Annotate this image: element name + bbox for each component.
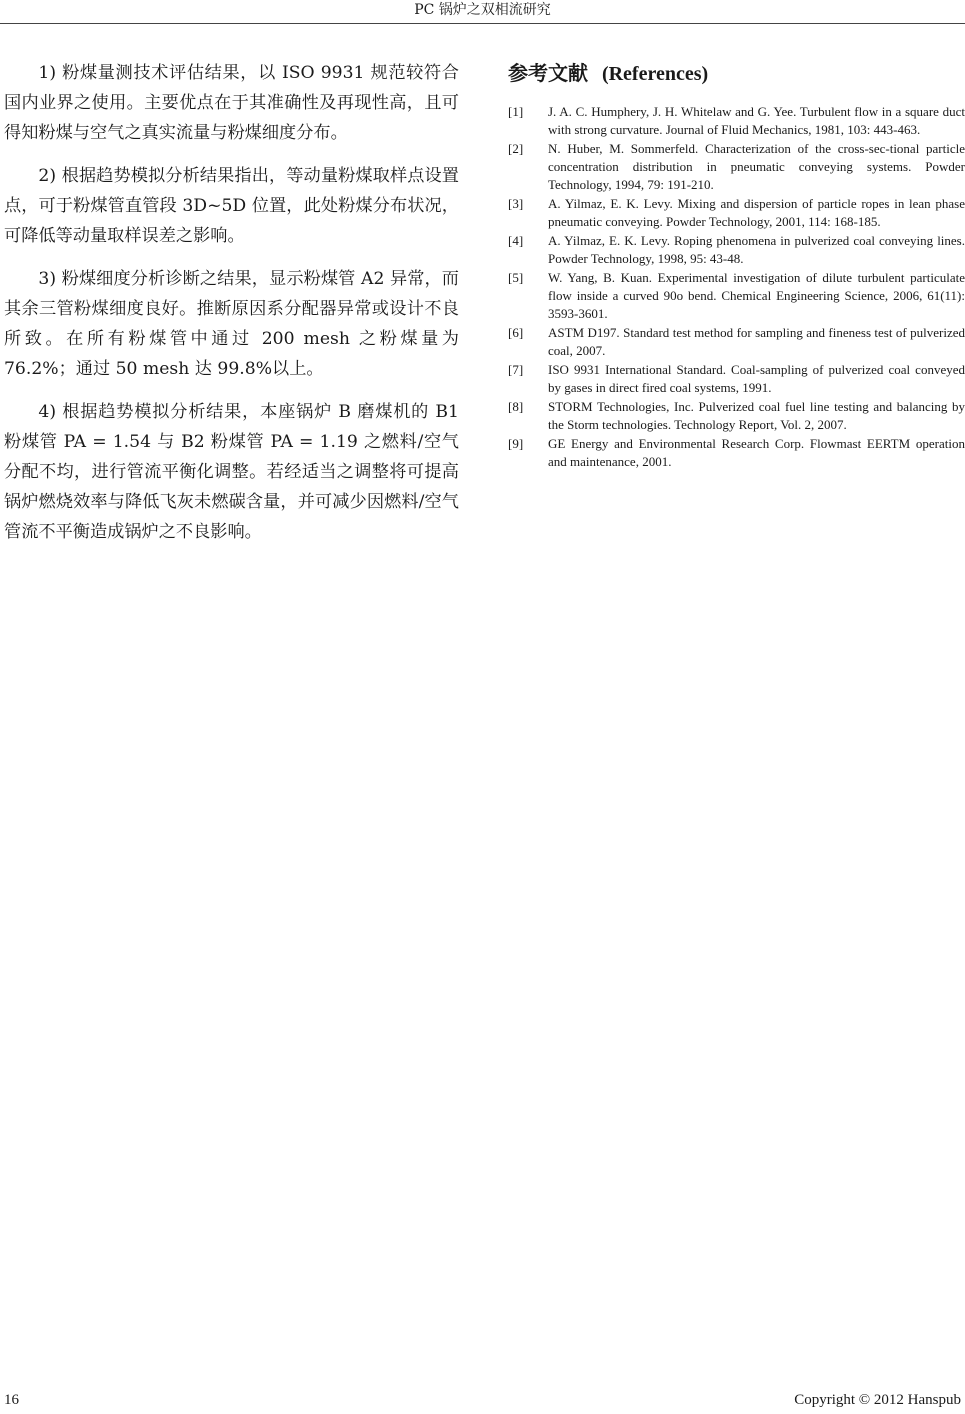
conclusions-column: [4, 58, 459, 560]
conclusion-paragraph-2: 2) 根据趋势模拟分析结果指出，等动量粉煤取样点设置点，可于粉煤管直管段 3D~5D 位置，此处粉煤分布状况，可降低等动量取样误差之影响。: [4, 166, 459, 246]
reference-number: [1]: [508, 104, 524, 119]
reference-number: [7]: [508, 361, 524, 377]
reference-number: [5]: [508, 269, 524, 285]
reference-item: [508, 232, 965, 268]
reference-item: [508, 269, 965, 324]
reference-item: [508, 398, 965, 434]
reference-item: [508, 195, 965, 231]
header-rule: [0, 23, 965, 24]
reference-text: N. Huber, M. Sommerfeld. Characterization of the cross-sec-tional particle concentration distribution in pneumatic conveying systems. Powder Technology, 1994, 79: 191-210.: [548, 140, 965, 193]
running-header: PC 锅炉之双相流研究: [414, 2, 551, 18]
reference-text: GE Energy and Environmental Research Corp. Flowmast EERTM operation and maintenance, 2001.: [548, 435, 965, 469]
page-number: 16: [4, 1392, 19, 1408]
reference-text: A. Yilmaz, E. K. Levy. Mixing and dispersion of particle ropes in lean phase pneumatic conveying. Powder Technology, 2001, 114: 168-185.: [548, 196, 965, 230]
reference-number: [2]: [508, 140, 524, 156]
conclusion-paragraph-4: 4) 根据趋势模拟分析结果，本座锅炉 B 磨煤机的 B1 粉煤管 PA = 1.54 与 B2 粉煤管 PA = 1.19 之燃料/空气分配不均，进行管流平衡化调整。若经适当之调整将可提高锅炉燃烧效率与降低飞灰未燃碳含量，并可减少因燃料/空气管流不平衡造成锅炉之不良影响。: [4, 402, 459, 542]
references-heading-en: (References): [601, 63, 709, 85]
references-heading: [508, 58, 965, 89]
reference-item: [508, 324, 965, 360]
copyright-notice: Copyright © 2012 Hanspub: [794, 1392, 961, 1408]
reference-number: [4]: [508, 232, 524, 248]
conclusion-paragraph-1: 1) 粉煤量测技术评估结果，以 ISO 9931 规范较符合国内业界之使用。主要优点在于其准确性及再现性高，且可得知粉煤与空气之真实流量与粉煤细度分布。: [4, 63, 459, 143]
references-heading-cn: 参考文献: [508, 61, 588, 85]
reference-number: [8]: [508, 398, 524, 414]
reference-text: J. A. C. Humphery, J. H. Whitelaw and G. Yee. Turbulent flow in a square duct with strong curvature. Journal of Fluid Mechanics, 1981, 103: 443-463.: [548, 104, 965, 138]
reference-text: ASTM D197. Standard test method for sampling and fineness test of pulverized coal, 2007.: [548, 324, 965, 359]
reference-text: STORM Technologies, Inc. Pulverized coal fuel line testing and balancing by the Storm technologies. Technology Report, Vol. 2, 2007.: [548, 398, 965, 432]
references-column: [508, 58, 965, 472]
reference-item: [508, 361, 965, 397]
reference-text: ISO 9931 International Standard. Coal-sampling of pulverized coal conveyed by gases in direct fired coal systems, 1991.: [548, 361, 965, 396]
reference-number: [3]: [508, 196, 524, 212]
reference-text: W. Yang, B. Kuan. Experimental investigation of dilute turbulent particulate flow inside a curved 90o bend. Chemical Engineering Science, 2006, 61(11): 3593-3601.: [548, 269, 965, 322]
reference-text: A. Yilmaz, E. K. Levy. Roping phenomena in pulverized coal conveying lines. Powder Technology, 1998, 95: 43-48.: [548, 232, 965, 267]
reference-list: [508, 103, 965, 471]
conclusion-paragraph-3: 3) 粉煤细度分析诊断之结果，显示粉煤管 A2 异常，而其余三管粉煤细度良好。推断原因系分配器异常或设计不良所致。在所有粉煤管中通过 200 mesh 之粉煤量为 76.2%；通过 50 mesh 达 99.8%以上。: [4, 269, 459, 379]
reference-number: [6]: [508, 324, 524, 340]
reference-number: [9]: [508, 435, 524, 451]
reference-item: [508, 140, 965, 195]
reference-item: [508, 435, 965, 471]
reference-item: [508, 103, 965, 139]
